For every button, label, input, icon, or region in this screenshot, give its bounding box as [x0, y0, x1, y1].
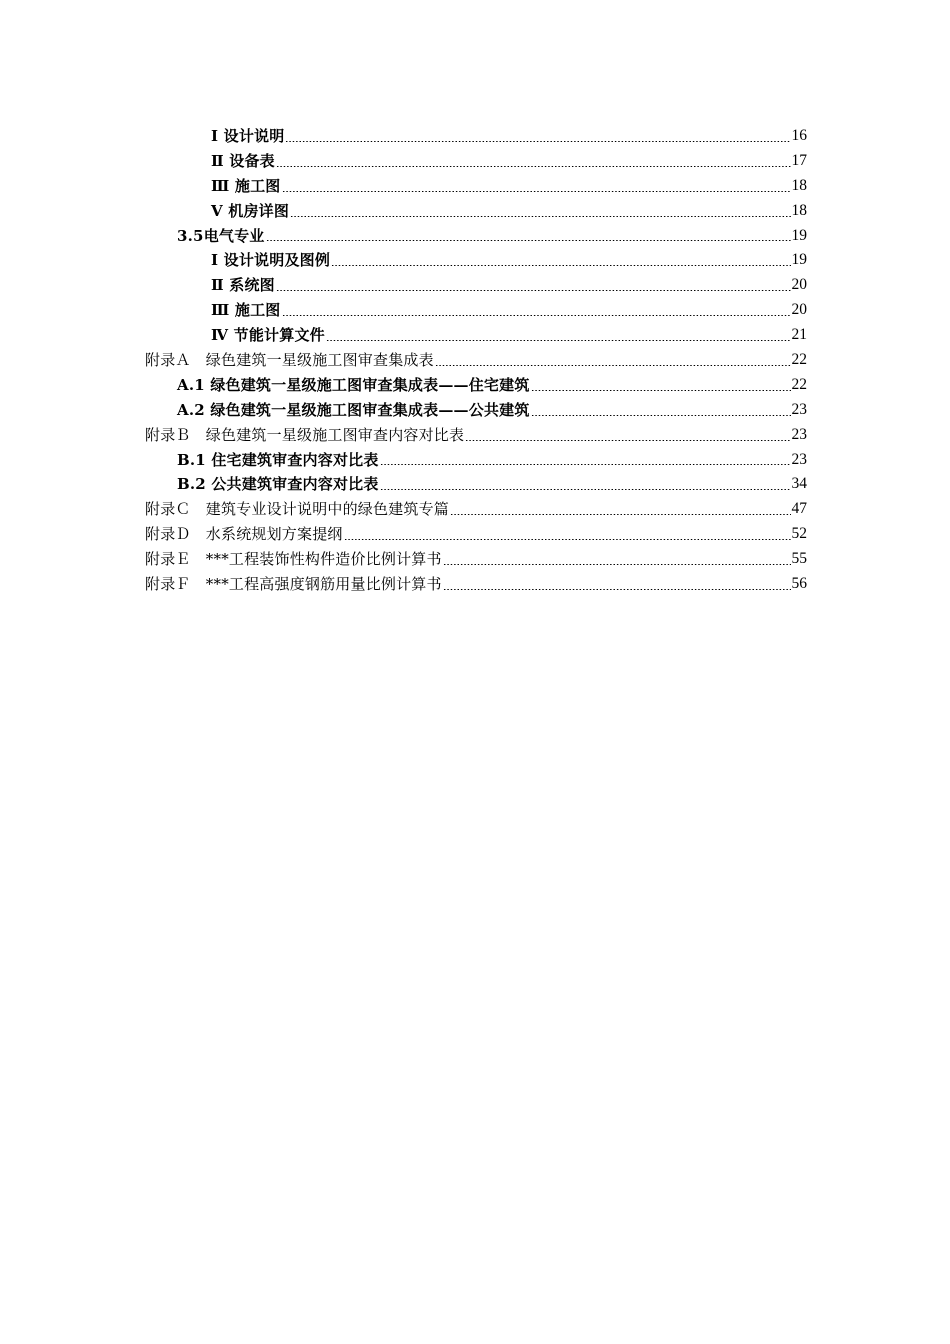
toc-entry-title: 附录Ｄ 水系统规划方案提纲 — [145, 525, 343, 544]
toc-entry-title: B.2 公共建筑审查内容对比表 — [177, 475, 379, 494]
toc-dot-leader — [331, 265, 790, 266]
toc-entry[interactable] — [145, 497, 807, 522]
toc-entry[interactable] — [145, 472, 807, 497]
toc-entry-title: Ⅰ 设计说明及图例 — [211, 251, 331, 270]
toc-entry[interactable] — [145, 348, 807, 373]
toc-entry[interactable] — [145, 149, 807, 174]
toc-page-number: 56 — [791, 575, 807, 593]
toc-entry[interactable] — [145, 298, 807, 323]
toc-page-number: 19 — [791, 226, 807, 244]
toc-dot-leader — [282, 315, 791, 316]
toc-dot-leader — [344, 539, 791, 540]
toc-dot-leader — [380, 464, 791, 465]
toc-entry-title: Ⅰ 设计说明 — [211, 126, 285, 145]
toc-page-number: 21 — [791, 326, 807, 344]
toc-page-number: 20 — [791, 301, 807, 319]
toc-page-number: 22 — [791, 351, 807, 368]
toc-entry[interactable] — [145, 522, 807, 547]
toc-entry[interactable] — [145, 199, 807, 224]
toc-page-number: 16 — [791, 126, 807, 144]
toc-page-number: 23 — [791, 425, 807, 443]
toc-entry-title: Ⅲ 施工图 — [211, 176, 281, 195]
toc-dot-leader — [326, 340, 791, 341]
toc-entry[interactable] — [145, 373, 807, 398]
toc-dot-leader — [450, 514, 790, 515]
toc-dot-leader — [276, 290, 791, 291]
toc-entry[interactable] — [145, 572, 807, 597]
toc-page-number: 18 — [791, 176, 807, 194]
toc-entry[interactable] — [145, 248, 807, 273]
toc-dot-leader — [531, 390, 791, 391]
toc-page-number: 17 — [791, 151, 807, 169]
toc-dot-leader — [531, 415, 791, 416]
toc-entry[interactable] — [145, 224, 807, 249]
toc-entry[interactable] — [145, 398, 807, 423]
toc-entry-title: A.2 绿色建筑一星级施工图审查集成表——公共建筑 — [177, 400, 530, 419]
toc-entry-title: 3.5电气专业 — [177, 226, 265, 245]
toc-page-number: 19 — [791, 251, 807, 269]
toc-dot-leader — [443, 564, 791, 565]
toc-entry[interactable] — [145, 273, 807, 298]
toc-dot-leader — [285, 141, 790, 142]
toc-entry[interactable] — [145, 323, 807, 348]
toc-page-number: 34 — [791, 475, 807, 493]
toc-entry-title: B.1 住宅建筑审查内容对比表 — [177, 450, 379, 469]
toc-entry-title: 附录Ｂ 绿色建筑一星级施工图审查内容对比表 — [145, 425, 465, 444]
toc-entry[interactable] — [145, 448, 807, 473]
toc-entry-title: Ⅱ 系统图 — [211, 276, 275, 295]
toc-dot-leader — [290, 216, 790, 217]
toc-dot-leader — [380, 489, 791, 490]
toc-page-number: 52 — [791, 525, 807, 543]
toc-entry[interactable] — [145, 547, 807, 572]
toc-dot-leader — [435, 365, 791, 366]
toc-dot-leader — [443, 589, 791, 590]
toc-entry-title: 附录Ｆ ***工程高强度钢筋用量比例计算书 — [145, 575, 442, 594]
toc-entry-title: 附录Ｅ ***工程装饰性构件造价比例计算书 — [145, 550, 442, 569]
toc-page-number: 23 — [791, 450, 807, 468]
toc-page-number: 20 — [791, 276, 807, 294]
toc-dot-leader — [465, 440, 790, 441]
toc-dot-leader — [282, 191, 791, 192]
toc-dot-leader — [276, 166, 791, 167]
toc-dot-leader — [266, 240, 791, 241]
toc-entry-title: A.1 绿色建筑一星级施工图审查集成表——住宅建筑 — [177, 375, 530, 394]
toc-entry[interactable] — [145, 174, 807, 199]
toc-entry[interactable] — [145, 124, 807, 149]
toc-entry-title: Ⅲ 施工图 — [211, 301, 281, 320]
toc-entry-title: Ⅴ 机房详图 — [211, 201, 290, 220]
toc-entry-title: Ⅳ 节能计算文件 — [211, 326, 325, 345]
toc-entry[interactable] — [145, 423, 807, 448]
toc-entry-title: Ⅱ 设备表 — [211, 151, 275, 170]
toc-page-number: 23 — [791, 400, 807, 418]
table-of-contents — [145, 124, 807, 597]
toc-page-number: 55 — [791, 550, 807, 568]
toc-page-number: 47 — [791, 500, 807, 518]
toc-entry-title: 附录Ａ 绿色建筑一星级施工图审查集成表 — [145, 351, 434, 369]
toc-page-number: 22 — [791, 375, 807, 393]
toc-page-number: 18 — [791, 201, 807, 219]
toc-entry-title: 附录Ｃ 建筑专业设计说明中的绿色建筑专篇 — [145, 500, 450, 519]
